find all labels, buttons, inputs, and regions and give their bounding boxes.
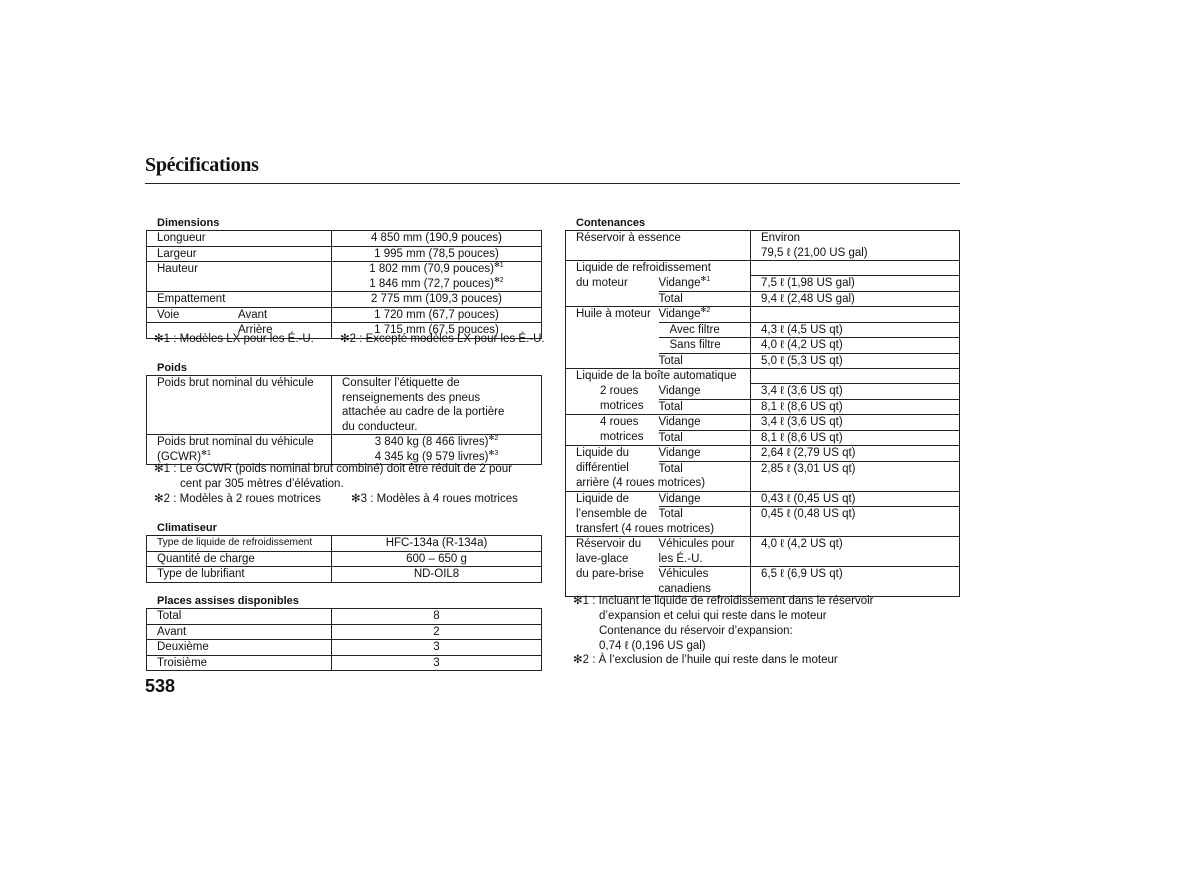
table-row: motrices Total 8,1 ℓ (8,6 US qt) <box>566 399 960 415</box>
table-row: lave-glace les É.-U. <box>566 552 960 567</box>
table-row: transfert (4 roues motrices) <box>566 522 960 537</box>
climatiseur-table <box>146 535 542 583</box>
table-row: Type de lubrifiant ND-OIL8 <box>147 567 542 583</box>
poids-note-2: ✻2 : Modèles à 2 roues motrices <box>154 493 321 505</box>
table-row: Total 8 <box>147 609 542 625</box>
table-row: Largeur 1 995 mm (78,5 pouces) <box>147 246 542 262</box>
table-row: Huile à moteur Vidange$^{✻2}$ <box>566 307 960 323</box>
table-row: Liquide de refroidissement <box>566 261 960 276</box>
poids-note-3: ✻3 : Modèles à 4 roues motrices <box>351 493 518 505</box>
table-row: Troisième 3 <box>147 655 542 671</box>
dimensions-table <box>146 230 542 339</box>
table-row: Type de liquide de refroidissement HFC-134a (R-134a) <box>147 536 542 552</box>
places-heading: Places assises disponibles <box>157 595 299 607</box>
table-row: Liquide de Vidange 0,43 ℓ (0,45 US qt) <box>566 491 960 507</box>
table-row: Quantité de charge 600 – 650 g <box>147 551 542 567</box>
table-row: Total 9,4 ℓ (2,48 US gal) <box>566 291 960 307</box>
table-row: Avant 2 <box>147 624 542 640</box>
poids-heading: Poids <box>157 362 187 374</box>
table-row: canadiens <box>566 582 960 597</box>
table-row: 2 roues Vidange 3,4 ℓ (3,6 US qt) <box>566 384 960 400</box>
table-row: Réservoir du Véhicules pour 4,0 ℓ (4,2 US qt) <box>566 537 960 552</box>
table-row: Empattement 2 775 mm (109,3 pouces) <box>147 292 542 308</box>
dimensions-note-2: ✻2 : Excepté modèles LX pour les É.-U. <box>340 333 545 345</box>
table-row: Poids brut nominal du véhicule (GCWR)$^{✻1}$ 3 840 kg (8 466 livres)$^{✻2}$ 4 345 kg (9 579 livres)$^{✻3}$ <box>147 435 542 465</box>
table-row: 4 roues Vidange 3,4 ℓ (3,6 US qt) <box>566 415 960 431</box>
contenances-heading: Contenances <box>576 217 646 229</box>
table-row: l’ensemble de Total 0,45 ℓ (0,48 US qt) <box>566 507 960 522</box>
table-row: 79,5 ℓ (21,00 US gal) <box>566 246 960 261</box>
places-table <box>146 608 542 671</box>
table-row: du pare-brise Véhicules 6,5 ℓ (6,9 US qt) <box>566 567 960 582</box>
dimensions-note-1: ✻1 : Modèles LX pour les É.-U. <box>154 333 314 345</box>
table-row: Liquide de la boîte automatique <box>566 369 960 384</box>
table-row: Longueur 4 850 mm (190,9 pouces) <box>147 231 542 247</box>
contenances-note-2: ✻2 : À l’exclusion de l’huile qui reste dans le moteur <box>573 654 838 666</box>
table-row: Deuxième 3 <box>147 640 542 656</box>
table-row: Liquide du Vidange 2,64 ℓ (2,79 US qt) <box>566 446 960 462</box>
table-row: Voie Avant 1 720 mm (67,7 pouces) <box>147 307 542 323</box>
table-row: Hauteur 1 802 mm (70,9 pouces)$^{✻1}$ 1 846 mm (72,7 pouces)$^{✻2}$ <box>147 262 542 292</box>
table-row: arrière (4 roues motrices) <box>566 476 960 491</box>
page-title: Spécifications <box>145 154 259 176</box>
contenances-note-1: ✻1 : Incluant le liquide de refroidissement dans le réservoir d’expansion et celui qui reste dans le moteur Contenance du réservoir d’expansion: 0,74 ℓ (0,196 US gal) <box>573 595 874 652</box>
poids-note-1: ✻1 : Le GCWR (poids nominal brut combiné) doit être réduit de 2 pour cent par 305 mètres d’élévation. <box>154 463 512 490</box>
table-row: Arrière 1 715 mm (67,5 pouces) <box>147 323 542 339</box>
table-row: différentiel Total 2,85 ℓ (3,01 US qt) <box>566 461 960 476</box>
climatiseur-heading: Climatiseur <box>157 522 217 534</box>
dimensions-heading: Dimensions <box>157 217 220 229</box>
contenances-table <box>565 230 960 597</box>
table-row: Poids brut nominal du véhicule Consulter l’étiquette de renseignements des pneus attachée au cadre de la portière du conducteur. <box>147 376 542 435</box>
table-row: Avec filtre 4,3 ℓ (4,5 US qt) <box>566 322 960 338</box>
table-row: du moteur Vidange$^{✻1}$ 7,5 ℓ (1,98 US gal) <box>566 276 960 292</box>
table-row: Sans filtre 4,0 ℓ (4,2 US qt) <box>566 338 960 354</box>
table-row: Total 5,0 ℓ (5,3 US qt) <box>566 353 960 369</box>
table-row: motrices Total 8,1 ℓ (8,6 US qt) <box>566 430 960 446</box>
page-number: 538 <box>145 676 176 696</box>
table-row: Réservoir à essence Environ <box>566 231 960 246</box>
poids-table <box>146 375 542 465</box>
title-rule <box>145 183 960 184</box>
